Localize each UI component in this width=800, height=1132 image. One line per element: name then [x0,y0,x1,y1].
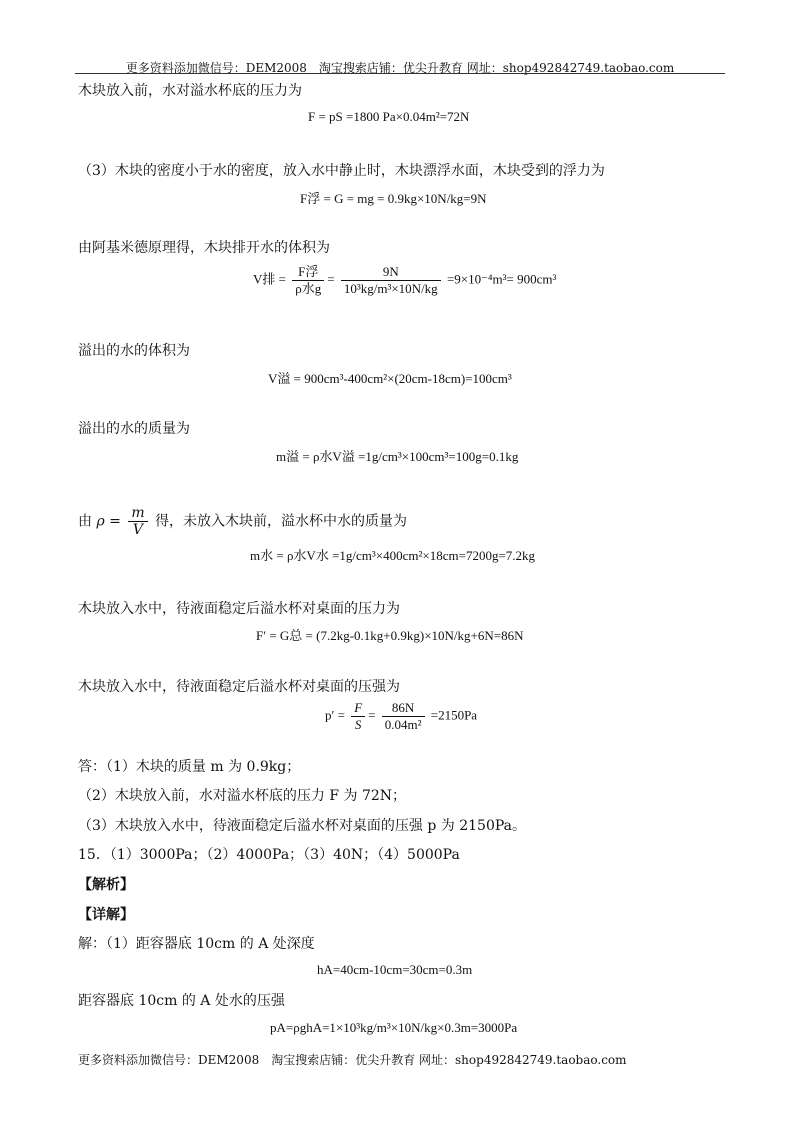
text-line: 溢出的水的体积为 [78,343,190,359]
fraction-denominator: 10³kg/m³×10N/kg [343,281,438,296]
text-line: 溢出的水的质量为 [78,421,190,437]
text-line: 木块放入水中，待液面稳定后溢水杯对桌面的压强为 [78,679,400,695]
equation-lhs: p′ = [325,707,345,723]
fraction-denominator: ρ水g [295,281,322,296]
equation: p′ = $\frac{F}{S}$ = $\frac{86N}{\text{0.04m²}}$ =2150Pa [325,700,478,732]
fraction-numerator: 86N [382,700,425,717]
equation-rhs: =9×10⁻⁴m³= 900cm³ [446,271,557,287]
equation-lhs: V排 = [253,271,286,287]
equation: F′ = G总 = (7.2kg-0.1kg+0.9kg)×10N/kg+6N=86N [256,628,524,643]
equation [300,188,487,207]
equation-rhs: =2150Pa [430,707,478,723]
text-line: 解：（1）距容器底 10cm 的 A 处深度 [78,936,315,952]
text-line: 木块放入水中，待液面稳定后溢水杯对桌面的压力为 [78,601,400,617]
fraction-denominator: V [132,522,144,538]
header-divider [75,73,725,74]
equation: pA=ρghA=1×10³kg/m³×10N/kg×0.3m=3000Pa [270,1020,518,1035]
fraction-numerator: F浮 [292,264,324,281]
section-heading: 【详解】 [78,907,134,923]
equation: hA=40cm-10cm=30cm=0.3m [317,962,473,977]
text-line: 距容器底 10cm 的 A 处水的压强 [78,993,285,1009]
answer-line: 答：（1）木块的质量 m 为 0.9kg； [78,759,301,775]
text-fragment: 得，未放入木块前，溢水杯中水的质量为 [155,513,408,530]
text-fragment: 由 [78,513,92,530]
equation: V溢 = 900cm³-400cm²×(20cm-18cm)=100cm³ [268,371,512,386]
section-heading: 【解析】 [78,877,134,893]
fraction-denominator: S [354,717,362,732]
equation: V排 = $\frac{\text{F浮}}{\text{ρ水g}}$ = $\frac{9N}{\text{10³kg/m³×10N/kg}}$ =9×10⁻⁴m³= 900cm³ [253,264,557,296]
page-footer: 更多资料添加微信号：DEM2008 淘宝搜索店铺：优尖升教育 网址：shop492842749.taobao.com [78,1053,627,1067]
page-header: 更多资料添加微信号：DEM2008 淘宝搜索店铺：优尖升教育 网址：shop492842749.taobao.com [125,61,675,75]
text-line: 由 ρ = $\frac{m}{V}$ 得，未放入木块前，溢水杯中水的质量为 [78,505,408,538]
answer-line: （3）木块放入水中，待液面稳定后溢水杯对桌面的压强 p 为 2150Pa。 [78,818,526,834]
fraction-numerator: F [351,700,365,717]
fraction [341,264,441,297]
text-line: （3）木块的密度小于水的密度，放入水中静止时，木块漂浮水面，木块受到的浮力为 [78,163,605,179]
equation: m水 = ρ水V水 =1g/cm³×400cm²×18cm=7200g=7.2kg [250,548,536,563]
fraction-denominator: 0.04m² [384,717,422,732]
fraction [382,700,425,733]
fraction [292,264,324,297]
fraction-numerator: 9N [341,264,441,281]
equation-rhs: = G = mg = 0.9kg×10N/kg=9N [323,191,487,206]
fraction [128,505,147,538]
equation-lhs: F浮 [300,191,321,206]
fraction [351,700,365,733]
text-line: 由阿基米德原理得，木块排开水的体积为 [78,240,330,256]
equation: m溢 = ρ水V溢 =1g/cm³×100cm³=100g=0.1kg [276,449,519,464]
text-line: 木块放入前，水对溢水杯底的压力为 [78,83,302,99]
equation: F = pS =1800 Pa×0.04m²=72N [308,109,470,124]
answer-line: （2）木块放入前，水对溢水杯底的压力 F 为 72N； [78,788,407,804]
fraction-numerator: m [128,505,147,522]
question-answer-line: 15．（1）3000Pa；（2）4000Pa；（3）40N；（4）5000Pa [78,847,460,863]
